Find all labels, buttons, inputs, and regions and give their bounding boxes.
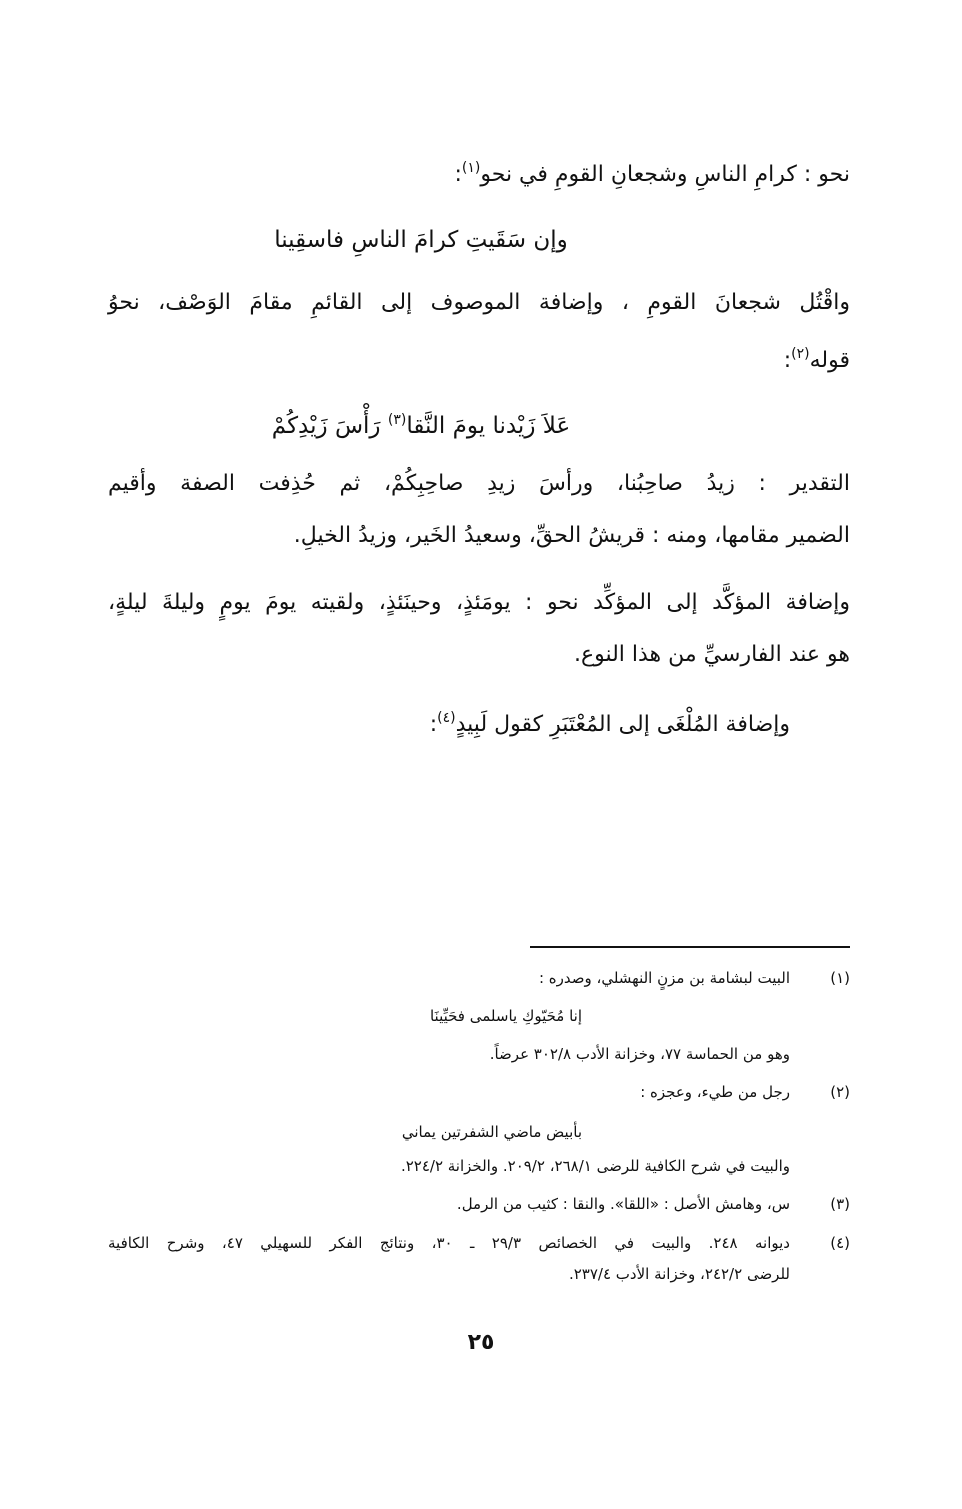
footnote-ref-1[interactable]: (١): [461, 160, 481, 176]
paragraph-4-line-1: وإضافة المؤكَّد إلى المؤكِّد نحو : يومَئذٍ، وحينَئذٍ، ولقيته يومَ يومٍ وليلةَ ليلةٍ،: [108, 590, 850, 615]
footnote-2-line-3: والبيت في شرح الكافية للرضى ٢٦٨/١، ٢٠٩/٢. والخزانة ٢٢٤/٢.: [400, 1157, 790, 1175]
footnote-1-line-1: البيت لبشامة بن مزنٍ النهشلي، وصدره :: [538, 969, 790, 987]
verse-2-part-a: عَلاَ زَيْدنا يومَ النَّقا: [406, 413, 571, 439]
verse-2-part-b: رَأْسَ زَيْدِكُمْ: [271, 413, 381, 439]
paragraph-1-tail: :: [454, 162, 462, 187]
footnote-3-number: (٣): [830, 1195, 850, 1213]
paragraph-3-line-2: الضمير مقامها، ومنه : قريشُ الحقِّ، وسعيدُ الخَير، وزيدُ الخيلِ.: [293, 523, 850, 548]
paragraph-2-line-1: واقْتُل شجعانَ القومِ ، وإضافة الموصوف إلى القائمِ مقامَ الوَصْف، نحوُ: [108, 290, 850, 315]
footnote-4-line-1: ديوانه ٢٤٨. والبيت في الخصائص ٢٩/٣ ـ ٣٠، ونتائج الفكر للسهيلي ٤٧، وشرح الكافية: [108, 1234, 790, 1252]
verse-2: [180, 402, 662, 444]
footnote-ref-4[interactable]: (٤): [437, 710, 456, 726]
paragraph-1-text: نحو : كرامِ الناسِ وشجعانِ القومِ في نحو: [480, 162, 850, 187]
footnote-separator: [530, 946, 850, 948]
paragraph-2-line-2-text: قوله: [809, 348, 850, 373]
footnote-2-line-1: رجل من طيء، وعجزه :: [640, 1083, 790, 1101]
footnote-3-line-1: س، وهامش الأصل : «اللقا». والنقا : كثيب من الرمل.: [456, 1195, 790, 1213]
footnote-ref-3[interactable]: (٣): [387, 412, 407, 428]
paragraph-2-line-2: [784, 336, 850, 379]
paragraph-4-line-2: هو عند الفارسيِّ من هذا النوع.: [573, 642, 850, 667]
verse-1: وإن سَقَيتِ كرامَ الناسِ فاسقِينا: [274, 227, 568, 253]
footnote-2-number: (٢): [830, 1083, 850, 1101]
footnote-1-number: (١): [830, 969, 850, 987]
footnote-1-line-3: وهو من الحماسة ٧٧، وخزانة الأدب ٣٠٢/٨ عرضاً.: [489, 1045, 790, 1063]
footnote-4-number: (٤): [830, 1234, 850, 1252]
footnote-4-line-2: للرضى ٢٤٢/٢، وخزانة الأدب ٢٣٧/٤.: [568, 1265, 790, 1283]
paragraph-5-tail: :: [429, 712, 438, 737]
footnote-ref-2[interactable]: (٢): [791, 346, 810, 362]
footnote-2-verse: بأبيض ماضي الشفرتين يماني: [401, 1123, 582, 1141]
footnote-1-verse: إنا مُحَيّوكِ ياسلمى فحَيِّينَا: [429, 1007, 582, 1025]
paragraph-3-line-1: التقدير : زيدُ صاحِبُنا، ورأسَ زيدِ صاحِبِكُمْ، ثم حُذِفت الصفة وأقيم: [108, 471, 850, 496]
paragraph-5-text: وإضافة المُلْغَى إلى المُعْتَبَرِ كقول لَبِيدٍ: [455, 712, 790, 737]
page-number: ٢٥: [467, 1330, 495, 1355]
paragraph-5: [430, 700, 790, 743]
paragraph-2-line-2-tail: :: [783, 348, 792, 373]
paragraph-1: [454, 150, 850, 193]
